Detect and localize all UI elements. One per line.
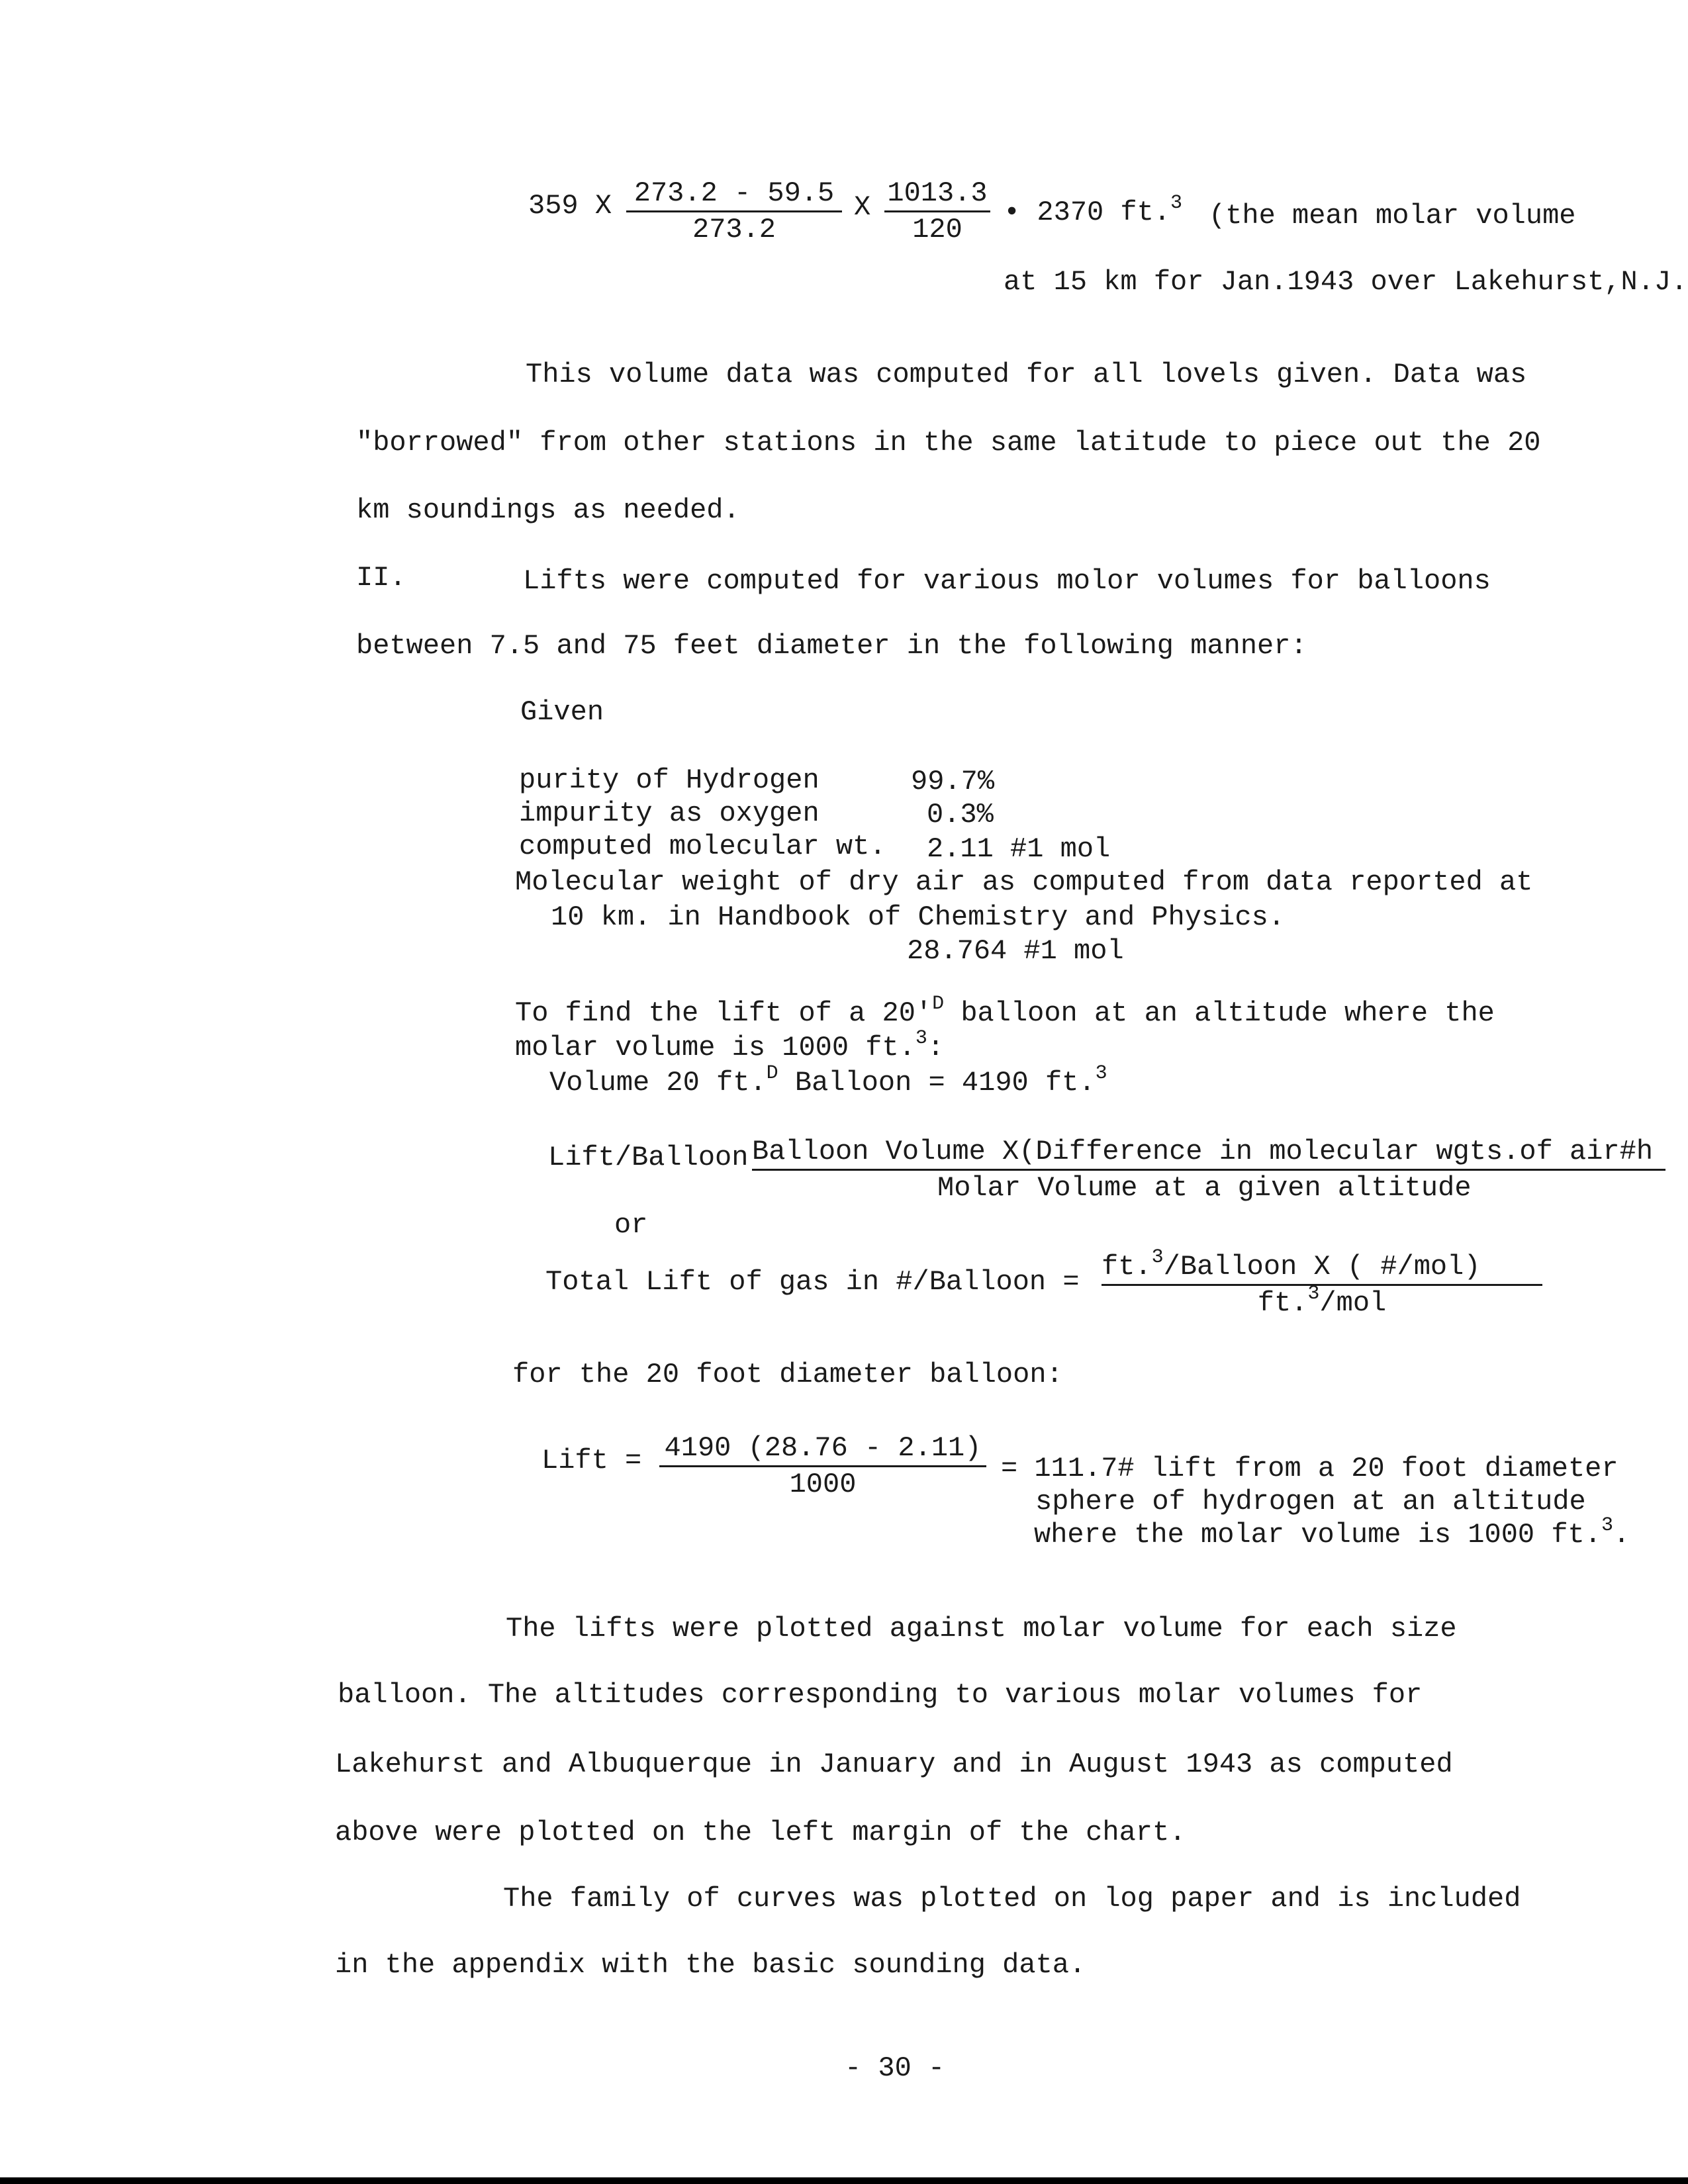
para3-line2: balloon. The altitudes corresponding to various molar volumes for [338,1679,1423,1711]
find-line1-a: To find the lift of a 20' [515,997,933,1029]
page-number: - 30 - [845,2052,945,2084]
lift-formula-denominator: Molar Volume at a given altitude [937,1172,1472,1205]
total-den-a: ft. [1257,1287,1308,1320]
total-lift-numerator [1102,1246,1542,1283]
example-denominator: 1000 [789,1469,857,1501]
eq1-frac1-denominator: 273.2 [692,214,776,246]
para1-line1: This volume data was computed for all lovels given. Data was [526,359,1527,390]
section2-line1: Lifts were computed for various molor volumes for balloons [523,565,1491,597]
fraction-bar [626,210,842,212]
example-result-line3-text: where the molar volume is 1000 ft. [1034,1519,1601,1551]
total-num-sup: 3 [1151,1246,1164,1269]
example-intro: for the 20 foot diameter balloon: [512,1359,1063,1390]
eq1-times: X [854,191,871,223]
total-den-sup: 3 [1307,1283,1320,1306]
lift-formula-numerator: Balloon Volume X(Difference in molecular wgts.of air#h [752,1136,1654,1167]
para4-line2: in the appendix with the basic sounding data. [335,1949,1086,1981]
para4-line1: The family of curves was plotted on log paper and is included [503,1883,1521,1915]
eq1-result-text: • 2370 ft. [1004,197,1171,228]
example-result-line3 [1034,1514,1630,1551]
total-den-b: /mol [1319,1287,1387,1320]
lift-formula-fraction [752,1136,1665,1205]
find-line3 [549,1062,1107,1099]
example-result-end: . [1613,1519,1630,1551]
eq1-frac2-denominator: 120 [912,214,962,246]
find-line3-b: Balloon = 4190 ft. [778,1067,1096,1099]
given-air-line2: 10 km. in Handbook of Chemistry and Physics. [551,901,1285,933]
total-num-b: /Balloon X ( #/mol) [1163,1251,1481,1283]
eq1-lead: 359 X [528,190,612,222]
section2-line2: between 7.5 and 75 feet diameter in the following manner: [356,630,1307,662]
section-numeral: II. [356,562,406,594]
given-label-purity: purity of Hydrogen [519,764,820,796]
example-result-line2: sphere of hydrogen at an altitude [1035,1486,1586,1518]
fraction-bar [1102,1284,1542,1286]
fraction-bar [659,1465,986,1467]
eq1-result [1004,192,1183,228]
eq1-note-line1: (the mean molar volume [1209,200,1576,232]
fraction-bar [884,210,990,212]
para1-line2: "borrowed" from other stations in the same latitude to piece out the 20 [356,427,1541,459]
given-value-molecular-wt: 2.11 #1 mol [927,833,1111,865]
para1-line3: km soundings as needed. [356,494,740,526]
or-text: or [614,1209,648,1241]
total-lift-fraction [1102,1246,1542,1320]
eq1-fraction-pressure [884,177,990,246]
find-line1 [515,993,1495,1029]
find-line1-b: balloon at an altitude where the [944,997,1495,1029]
given-label-impurity: impurity as oxygen [519,797,820,829]
para3-line1: The lifts were plotted against molar volume for each size [506,1613,1457,1645]
find-line2-b: : [927,1032,945,1064]
example-lift-label: Lift = [541,1445,642,1477]
para3-line3: Lakehurst and Albuquerque in January and in August 1943 as computed [335,1749,1453,1780]
given-label-molecular-wt: computed molecular wt. [519,831,886,862]
eq1-frac1-numerator: 273.2 - 59.5 [633,177,835,209]
find-line2-a: molar volume is 1000 ft. [515,1032,915,1064]
total-lift-label: Total Lift of gas in #/Balloon = [545,1266,1080,1298]
given-air-value: 28.764 #1 mol [907,935,1124,967]
find-line2-sup: 3 [915,1027,927,1050]
example-result-line1: = 111.7# lift from a 20 foot diameter [1001,1453,1618,1484]
example-numerator: 4190 (28.76 - 2.11) [664,1432,982,1464]
given-heading: Given [520,696,604,728]
given-value-impurity: 0.3% [927,799,994,831]
example-result-exp: 3 [1601,1514,1613,1537]
para3-line4: above were plotted on the left margin of the chart. [335,1817,1186,1848]
example-fraction [659,1432,986,1501]
find-line3-exp: 3 [1095,1062,1107,1085]
eq1-result-exponent: 3 [1170,192,1183,214]
page-bottom-edge [0,2177,1688,2184]
total-num-a: ft. [1102,1251,1152,1283]
find-line1-sup: D [932,993,945,1015]
eq1-frac2-numerator: 1013.3 [887,177,988,209]
fraction-bar [752,1169,1665,1171]
given-air-line1: Molecular weight of dry air as computed from data reported at [515,866,1533,898]
total-lift-denominator [1102,1283,1542,1320]
find-line3-sup: D [766,1062,778,1085]
find-line2 [515,1027,945,1064]
find-line3-a: Volume 20 ft. [549,1067,767,1099]
eq1-note-line2: at 15 km for Jan.1943 over Lakehurst,N.J. [1004,266,1688,298]
lift-per-balloon-label: Lift/Balloon [548,1142,749,1173]
given-value-purity: 99.7% [911,766,995,797]
eq1-fraction-temperature [626,177,842,246]
